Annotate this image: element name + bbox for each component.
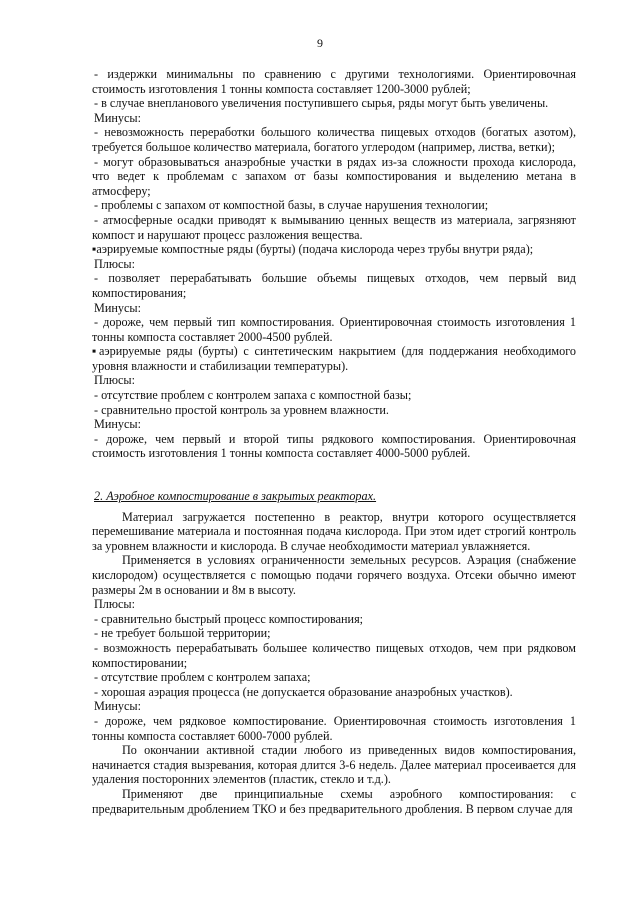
paragraph: - атмосферные осадки приводят к вымыванию ценных веществ из материала, загрязняют компост и нарушают процесс разложения вещества. — [92, 212, 576, 242]
page-body — [92, 67, 576, 816]
paragraph: Материал загружается постепенно в реактор, внутри которого осуществляется перемешивание материала и постоянная подача кислорода. При этом идет строгий контроль за уровнем влажности и кислорода. В случае необходимости материал увлажняется. — [92, 509, 576, 553]
paragraph: - дороже, чем первый тип компостирования. Ориентировочная стоимость изготовления 1 тонны компоста составляет 2000-4500 рублей. — [92, 315, 576, 344]
spacer — [92, 461, 576, 489]
paragraph: - возможность перерабатывать большее количество пищевых отходов, чем при рядковом компостировании; — [92, 640, 576, 670]
paragraph: Применяют две принципиальные схемы аэробного компостирования: с предварительным дроблением ТКО и без предварительного дробления. В первом случае для — [92, 786, 576, 816]
pluses-label: Плюсы: — [94, 597, 135, 612]
paragraph: - не требует большой территории; — [94, 626, 271, 641]
bullet-icon: ▪ — [92, 344, 99, 359]
paragraph: - проблемы с запахом от компостной базы, в случае нарушения технологии; — [94, 198, 489, 213]
pluses-label: Плюсы: — [94, 373, 135, 388]
bullet-item: ▪аэрируемые ряды (бурты) с синтетическим накрытием (для поддержания необходимого уровня влажности и стабилизации температуры). — [92, 344, 576, 373]
paragraph: Применяется в условиях ограниченности земельных ресурсов. Аэрация (снабжение кислородом) осуществляется с помощью подачи горячего воздуха. Отсеки обычно имеют размеры 2м в основании и 8м в высоту. — [92, 553, 576, 597]
minuses-label: Минусы: — [94, 699, 141, 714]
paragraph: - дороже, чем рядковое компостирование. Ориентировочная стоимость изготовления 1 тонны компоста составляет 6000-7000 рублей. — [92, 713, 576, 743]
page-number: 9 — [317, 36, 323, 50]
paragraph: - издержки минимальны по сравнению с другими технологиями. Ориентировочная стоимость изготовления 1 тонны компоста составляет 1200-3000 рублей; — [92, 67, 576, 96]
paragraph: - в случае внепланового увеличения поступившего сырья, ряды могут быть увеличены. — [94, 96, 549, 111]
paragraph: - дороже, чем первый и второй типы рядкового компостирования. Ориентировочная стоимость изготовления 1 тонны компоста составляет 4000-5000 рублей. — [92, 431, 576, 461]
paragraph: - невозможность переработки большого количества пищевых отходов (богатых азотом), требуется большое количество материала, богатого углеродом (например, листва, ветки); — [92, 125, 576, 154]
section-heading: 2. Аэробное компостирование в закрытых реакторах. — [94, 489, 377, 504]
bullet-icon: ▪ — [92, 242, 97, 257]
paragraph: По окончании активной стадии любого из приведенных видов компостирования, начинается стадия вызревания, которая длится 3-6 недель. Далее материал просеивается для удаления посторонних элементов (пластик, стекло и т.д.). — [92, 743, 576, 787]
minuses-label: Минусы: — [94, 110, 141, 125]
paragraph: - сравнительно простой контроль за уровнем влажности. — [94, 402, 389, 417]
paragraph: - хорошая аэрация процесса (не допускается образование анаэробных участков). — [94, 684, 513, 699]
minuses-label: Минусы: — [94, 417, 141, 432]
paragraph: - сравнительно быстрый процесс компостирования; — [94, 611, 364, 626]
minuses-label: Минусы: — [94, 300, 141, 315]
pluses-label: Плюсы: — [94, 256, 135, 271]
paragraph: - отсутствие проблем с контролем запаха; — [94, 670, 311, 685]
bullet-item: ▪аэрируемые компостные ряды (бурты) (подача кислорода через трубы внутри ряда); — [92, 242, 534, 257]
paragraph: - могут образовываться анаэробные участки в рядах из-за сложности прохода кислорода, что ведет к проблемам с запахом от базы компостирования и выделению метана в атмосферу; — [92, 154, 576, 198]
paragraph: - отсутствие проблем с контролем запаха с компостной базы; — [94, 388, 412, 403]
paragraph: - позволяет перерабатывать большие объемы пищевых отходов, чем первый вид компостирования; — [92, 271, 576, 300]
